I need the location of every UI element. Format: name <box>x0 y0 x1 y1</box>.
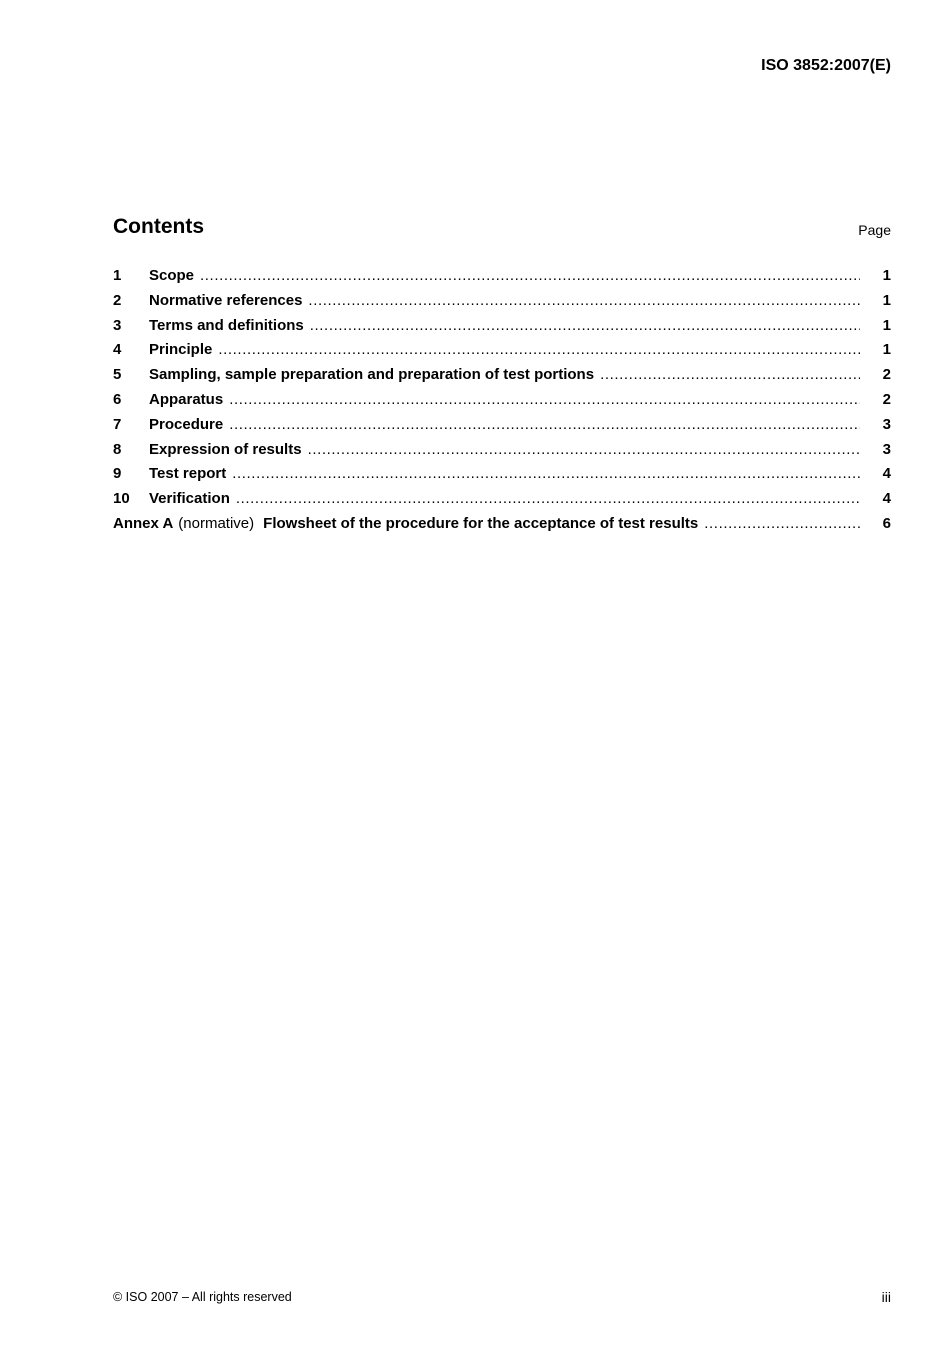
toc-entry-number: 1 <box>113 267 122 284</box>
dot-leader <box>229 390 860 410</box>
annex-label: Annex A <box>113 514 174 532</box>
toc-entry-number: 3 <box>113 316 122 334</box>
toc-entry-principle[interactable] <box>113 340 891 365</box>
toc-entry-title: Principle <box>149 341 213 359</box>
dot-leader <box>308 440 860 460</box>
dot-leader <box>704 514 860 534</box>
toc-entry-annex-a[interactable] <box>113 514 891 539</box>
toc-entry-page: 1 <box>882 291 891 309</box>
toc-entry-page: 2 <box>882 366 891 384</box>
toc-entry-number: 5 <box>113 366 122 384</box>
toc-entry-page: 1 <box>882 341 891 359</box>
page-column-label: Page <box>858 222 891 238</box>
contents-heading: Contents <box>113 215 204 238</box>
table-of-contents <box>113 266 891 539</box>
toc-entry-page: 4 <box>882 465 891 483</box>
toc-entry-number: 10 <box>113 490 130 508</box>
toc-entry-title: Normative references <box>149 291 303 309</box>
toc-entry-expression-of-results[interactable] <box>113 440 891 465</box>
toc-entry-number: 8 <box>113 440 122 458</box>
dot-leader <box>310 316 860 336</box>
toc-entry-page: 1 <box>882 316 891 334</box>
page-number: iii <box>881 1289 891 1305</box>
toc-entry-page: 2 <box>882 390 891 408</box>
toc-entry-page: 3 <box>882 415 891 433</box>
toc-entry-title: Terms and definitions <box>149 316 304 334</box>
toc-entry-procedure[interactable] <box>113 415 891 440</box>
annex-type: (normative) <box>178 514 255 532</box>
dot-leader <box>218 340 860 360</box>
toc-entry-number: 9 <box>113 465 122 483</box>
toc-entry-test-report[interactable] <box>113 464 891 489</box>
toc-entry-title: Scope <box>149 267 195 284</box>
toc-entry-page: 4 <box>882 490 891 508</box>
dot-leader <box>600 365 860 385</box>
dot-leader <box>200 266 860 286</box>
toc-entry-apparatus[interactable] <box>113 390 891 415</box>
toc-entry-title: Test report <box>149 465 227 483</box>
toc-entry-page: 1 <box>882 267 891 284</box>
toc-entry-title: Expression of results <box>149 440 302 458</box>
toc-entry-terms-and-definitions[interactable] <box>113 316 891 341</box>
document-code: ISO 3852:2007(E) <box>761 57 891 74</box>
toc-entry-number: 7 <box>113 415 122 433</box>
dot-leader <box>232 464 860 484</box>
toc-entry-normative-references[interactable] <box>113 291 891 316</box>
toc-entry-sampling[interactable] <box>113 365 891 390</box>
toc-entry-title: Sampling, sample preparation and preparation of test portions <box>149 366 595 384</box>
toc-entry-number: 4 <box>113 341 122 359</box>
toc-entry-page: 6 <box>882 514 891 532</box>
toc-entry-title: Verification <box>149 490 230 508</box>
dot-leader <box>229 415 860 435</box>
toc-entry-title: Flowsheet of the procedure for the acceptance of test results <box>263 514 699 532</box>
toc-entry-scope[interactable] <box>113 266 891 291</box>
toc-entry-title: Apparatus <box>149 390 224 408</box>
copyright-notice: © ISO 2007 – All rights reserved <box>113 1290 292 1304</box>
toc-entry-number: 6 <box>113 390 122 408</box>
toc-entry-page: 3 <box>882 440 891 458</box>
dot-leader <box>236 489 860 509</box>
toc-entry-verification[interactable] <box>113 489 891 514</box>
toc-entry-number: 2 <box>113 291 122 309</box>
toc-entry-title: Procedure <box>149 415 224 433</box>
dot-leader <box>308 291 860 311</box>
